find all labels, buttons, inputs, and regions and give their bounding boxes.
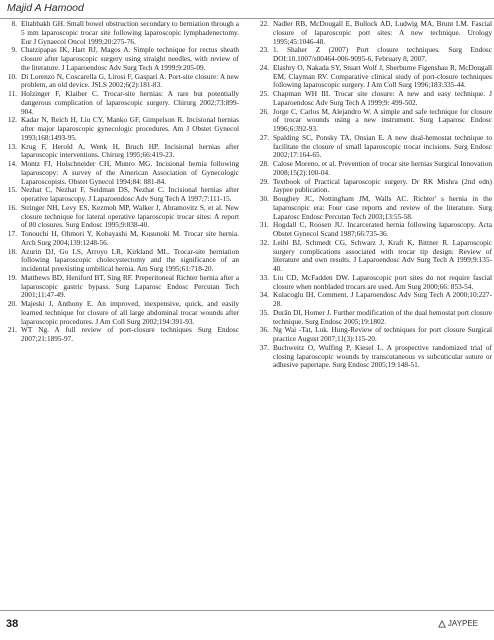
reference-text: Textbook of Practical laparoscopic surgery. Dr RK Mishra (2nd edn) Jaypee publication. [273,176,492,195]
reference-item [3,20,239,46]
reference-number: 15. [7,185,17,195]
reference-item [255,291,492,309]
reference-number: 35. [259,307,269,317]
reference-text: Nadler RB, McDougall E, Bullock AD, Ludwig MA, Brunt LM. Fascial closure of laparoscopic port sites: A new technique. Urology 1995;45:1046-48. [273,19,492,46]
header-author: Majid A Hamood [7,2,84,14]
reference-item [3,300,239,326]
reference-text: Holzinger F, Klaiber C. Trocar-site hernias: A rare but potentially dangerous complication of laparoscopic surgery. Chirurg 2002;73:899-904. [21,89,239,116]
reference-number: 33. [259,272,269,282]
jaypee-logo-icon [438,620,446,628]
reference-text: Chapman WH III. Trocar site closure: A new and easy technique. J Laparoendosc Adv Surg Tech A 1999;9: 499-502. [273,89,492,107]
reference-item [3,73,239,91]
publisher-brand [438,619,478,628]
reference-number: 9. [11,45,17,55]
reference-number: 31. [259,220,269,230]
reference-number: 37. [259,342,269,352]
reference-number: 28. [259,159,269,168]
reference-text: 1. Shaher Z (2007) Port closure techniques. Surg Endosc DOI:10.1007/s00464-006-9095-6, February 8, 2007. [273,45,492,63]
reference-text: Jorge C, Carlos M, Alejandro W. A simple and safe technique for closure of trocar wounds using a new instrument. Surg Laparosc Endosc 1996;6:392-93. [273,106,492,133]
reference-text: Nezhat C, Nezhat F, Seidman DS, Nezhat C. Incisional hernias after operative laparoscopy. J Laparoendosc Adv Surg Tech A 1997;7:111-15. [21,185,239,203]
reference-item [3,46,239,72]
reference-number: 23. [259,45,269,55]
reference-item [255,160,492,178]
reference-item [255,239,492,274]
reference-item [255,195,492,221]
reference-number: 34. [259,290,269,300]
reference-number: 8. [11,19,17,28]
reference-item [3,116,239,142]
reference-item [255,20,492,46]
reference-number: 10. [7,71,17,81]
references-left-column [3,20,239,344]
reference-text: Montz FJ, Holschneider CH, Munro MG. Incisional hernia following laparoscopy: A survey of the American Association of Gynecologic Laparoscopists. Obstet Gynecol 1994;84: 881-84. [21,159,239,186]
reference-text: Elashry O, Nakada SY, Stuart Wolf J, Sherburne Figenshau R, McDougall EM, Clayman RV. Comparative clinical study of port-closure techniques following laparoscopic surgery. J Am Coll Surg 1996;183:335-44. [273,62,492,90]
reference-item [3,160,239,186]
reference-item [3,274,239,300]
reference-item [255,274,492,292]
reference-item [255,108,492,134]
reference-number: 20. [7,299,17,308]
reference-number: 17. [7,229,17,238]
reference-text: Majeski J, Anthony E. An improved, inexpensive, quick, and easily learned technique for closure of all large abdominal trocar wounds after laparoscopic procedures. J Am Coll Surg 2002;194:391-93. [21,299,239,326]
reference-number: 24. [259,62,269,72]
reference-number: 18. [7,246,17,256]
reference-text: Azurin DJ, Go LS, Arroyo LR, Kirkland ML. Trocar-site herniation following laparoscopic cholecystectomy and the significance of an incidental preexisting umbilical hernia. Am Surg 1995;61:718-20. [21,246,239,273]
publisher-name: JAYPEE [447,619,478,628]
page-footer [0,608,494,640]
reference-item [255,90,492,108]
reference-text: Liu CD, McFadden DW. Laparoscopic port sites do not require fascial closure when nonbladed trocars are used. Am Surg 2000;66: 853-54. [273,272,492,291]
reference-number: 12. [7,115,17,125]
reference-item [255,178,492,196]
reference-item [255,344,492,370]
reference-number: 21. [7,325,17,335]
reference-item [255,309,492,327]
reference-number: 32. [259,237,269,247]
reference-item [3,143,239,161]
reference-item [255,221,492,239]
reference-text: Durân DI, Homer J. Further modification of the dual hemostat port closure technique. Surg Endosc 2005;19:1802. [273,307,492,326]
references-right-column [255,20,492,370]
reference-text: WT Ng. A full review of port-closure techniques Surg Endosc 2007;21:1895-97. [21,325,239,343]
footer-rule [0,610,494,611]
reference-number: 11. [8,89,17,98]
reference-item [255,46,492,64]
reference-number: 14. [7,159,17,168]
reference-text: Matthews BD, Heniford BT, Sing RF. Preperitoneal Richter hernia after a laparoscopic gastric bypass. Surg Laparosc Endosc Percutan Tech 2001;11:47-49. [21,272,239,300]
reference-item [255,326,492,344]
reference-text: Hogdall C, Roosen JU. Incarcerated hernia following laparoscopy. Acta Obstet Gynecol Scand 1987;66:735-36. [273,220,492,238]
reference-text: Boughey JC, Nottingham JM, Walls AC. Richter' s hernia in the laparoscopic era: Four case reports and review of the literature. Surg Laparosc Endosc Percutan Tech 2003;13:55-58. [273,194,492,221]
reference-text: Krug F, Herold A, Wenk H, Bruch HP. Incisional hernias after laparoscopic interventions. Chirurg 1995;66:419-23. [21,141,239,160]
reference-text: Chatzipapas IK, Hart RJ, Magos A. Simple technique for rectus sheath closure after laparoscopic surgery using straight needles, with review of the literature. J Laparoendosc Adv Surg Tech A 1999;9:205-09. [21,45,239,72]
reference-item [255,134,492,160]
reference-number: 22. [259,19,269,28]
reference-number: 19. [7,272,17,282]
reference-text: Kulacoglu IH. Comment. J Laparoendosc Adv Surg Tech A 2000;10:227-28. [273,290,492,308]
reference-text: Di Lorenzo N, Coscarella G, Lirosi F, Gaspari A. Port-site closure: A new problem, an old device. JSLS 2002;6(2):181-83. [21,71,239,90]
reference-item [3,326,239,344]
reference-item [3,204,239,230]
reference-text: Ng Wai -Tat, Luk. Hung-Review of techniques for port closure Surgical practice August 2007;11(3):115-20. [273,325,492,343]
reference-number: 27. [259,132,269,142]
reference-text: Calose Moreno, et al. Prevention of trocar site hernias Surgical Innovation 2008;15(2):100-04. [273,159,492,177]
reference-item [3,186,239,204]
reference-item [255,64,492,90]
reference-number: 29. [259,176,269,186]
reference-text: Eltabbakh GH. Small bowel obstruction secondary to herniation through a 5 mm laparoscopic trocar site following laparoscopic lymphadenectomy. Eur J Gynaecol Oncol 1999;20:275-76. [21,19,239,46]
reference-number: 26. [259,106,269,116]
reference-item [3,248,239,274]
reference-text: Tonouchi H, Ohmori Y, Kobayashi M, Kusunoki M. Trocar site hernia. Arch Surg 2004;139:1248-56. [21,229,239,247]
reference-text: Spalding SC, Ponsky TA, Onsian E. A new dual-hemostat technique to facilitate the closure of small laparoscopic trocar incisions. Surg Endosc 2002;17:164-65. [273,132,492,160]
reference-number: 16. [7,202,17,212]
reference-item [3,230,239,248]
reference-text: Buchweitz O, Wulfing P, Kiesel L. A prospective randomized trial of closing laparoscopic wounds by transcutaneous vs subcuticular suture or adhesive papertape. Surg Endosc 2005;19:148-51. [273,342,492,370]
reference-item [3,90,239,116]
page-number: 38 [6,618,19,630]
reference-text: Kadar N, Reich H, Liu CY, Manko GF, Gimpelson R. Incisional hernias after major laparoscopic gynecologic procedures. Am J Obstet Gynecol 1993;168:1493-95. [21,115,239,142]
reference-number: 36. [259,325,269,335]
running-header [0,0,494,19]
reference-number: 13. [7,141,17,151]
reference-number: 25. [259,89,269,98]
reference-text: Leibl BJ, Schmedt CG, Schwarz J, Kraft K, Bittner R. Laparoscopic surgery complications associated with trocar tip design: Review of literature and own results. J Laparoendosc Adv Surg Tech A 1999;9:135-40. [273,237,492,273]
reference-text: Stringer NH, Levy ES, Kezmoh MP, Walker J, Abramovitz S, et al. New closure technique for lateral operative laparoscopic trocar sites: A report of 80 closures. Surg Endosc 1995;9:838-40. [21,202,239,230]
reference-number: 30. [259,194,269,203]
